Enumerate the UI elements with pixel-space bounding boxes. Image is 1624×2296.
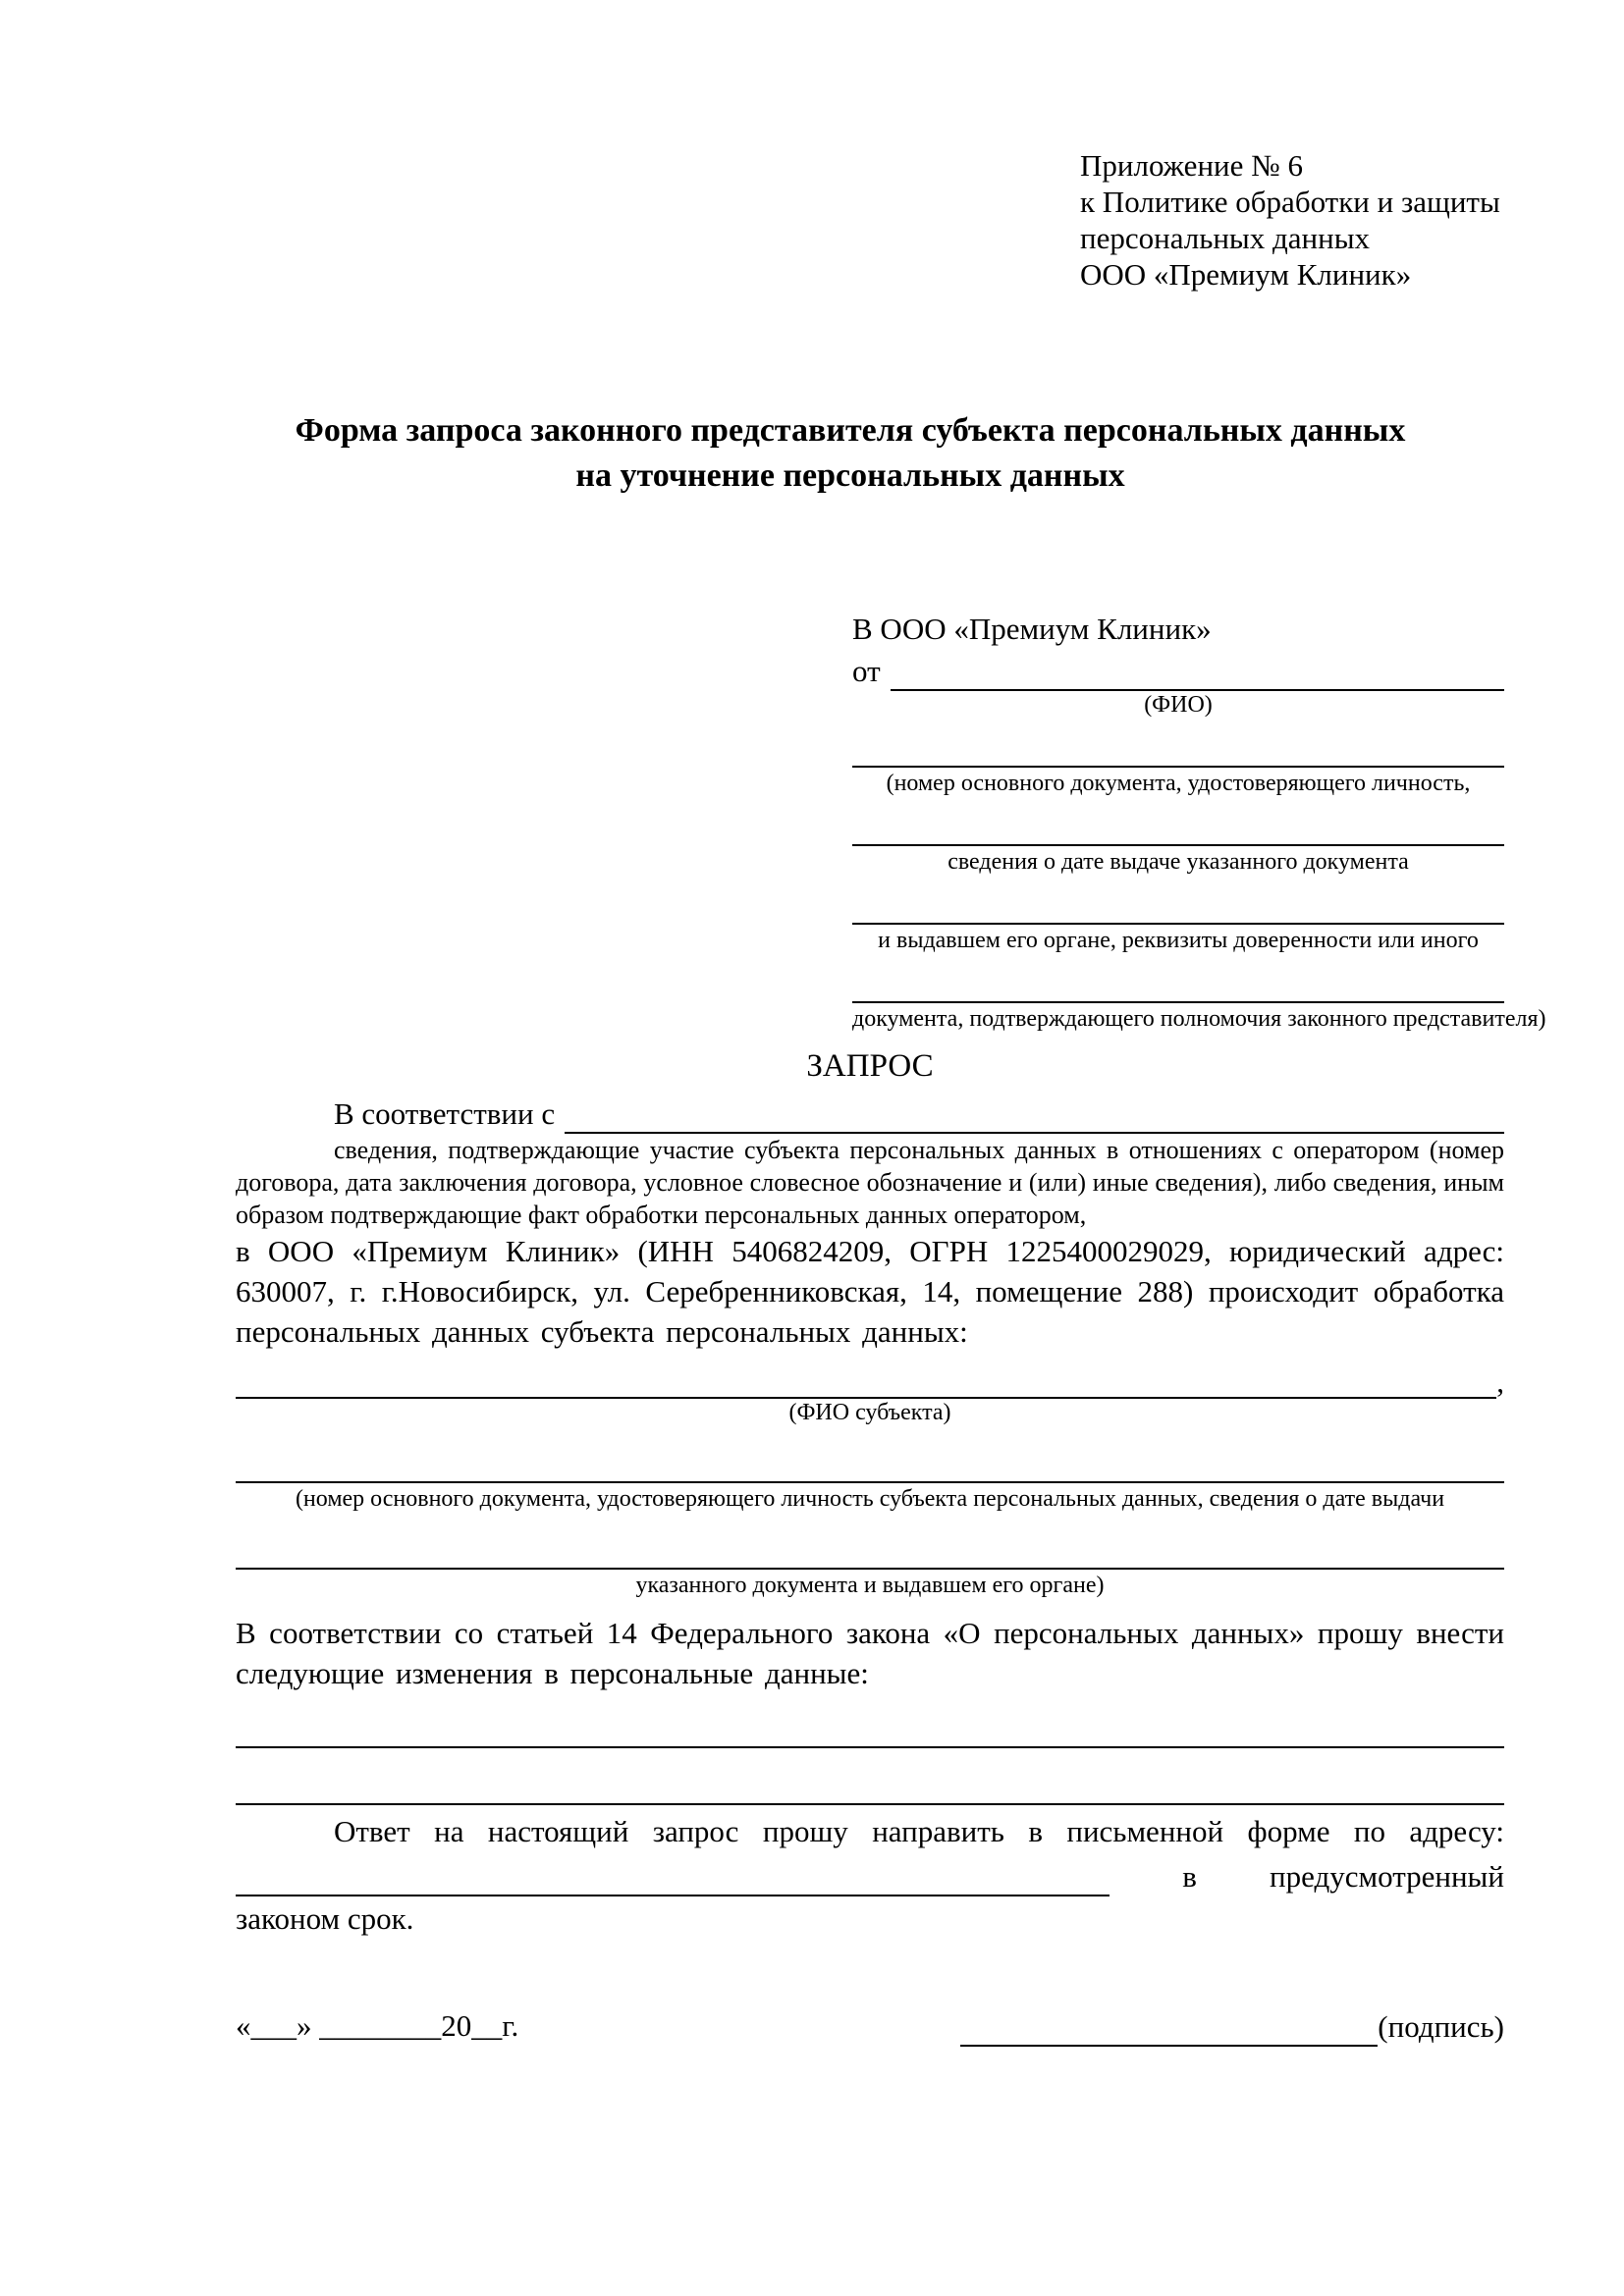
representative-authority-blank-line [852,970,1504,1003]
appendix-company-line: ООО «Премиум Клиник» [1080,257,1412,292]
subject-document-blank-line [236,1440,1504,1483]
document-number-blank-line [852,734,1504,768]
date-blank-line: «___» ________20__г. [236,2008,519,2043]
changes-blank-line-2 [236,1750,1504,1805]
request-heading: ЗАПРОС [806,1048,934,1084]
reply-address-line-3: законом срок. [236,1901,414,1936]
intro-prefix: В соответствии с [334,1096,556,1131]
addressee-to-text: В ООО «Премиум Клиник» [852,612,1212,646]
form-title [196,408,1504,499]
reply-address-line-2 [236,1851,1504,1896]
subject-document-caption-1: (номер основного документа, удостоверяющего личность субъекта персональных данных, сведения о дате выдачи [295,1486,1445,1512]
signature-blank-line [960,2007,1378,2047]
appendix-policy-line-2: персональных данных [1080,221,1371,255]
subject-document-blank-line-2 [236,1526,1504,1570]
fio-caption: (ФИО) [1144,692,1213,718]
relation-details-blank-line [565,1095,1504,1134]
signature-area [960,2007,1504,2047]
reply-word-1: в [1182,1859,1197,1894]
appendix-number-line: Приложение № 6 [1080,148,1303,183]
form-title-line-1: Форма запроса законного представителя субъекта персональных данных [295,412,1406,449]
document-number-caption: (номер основного документа, удостоверяющего личность, [886,771,1471,796]
form-title-line-2: на уточнение персональных данных [575,457,1125,494]
addressee-from-line [852,647,1504,691]
subject-fio-caption: (ФИО субъекта) [788,1400,951,1425]
from-label: от [852,654,881,688]
representative-authority-caption: документа, подтверждающего полномочия законного представителя) [852,1006,1546,1032]
addressee-block [852,603,1546,1033]
fio-blank-line [891,652,1504,691]
subject-fio-blank-line [236,1360,1496,1399]
reply-address-line-1: Ответ на настоящий запрос прошу направить в письменной форме по адресу: [334,1814,1504,1848]
subject-line-comma: , [1496,1364,1504,1399]
operator-paragraph: в ООО «Премиум Клиник» (ИНН 5406824209, ОГРН 1225400029029, юридический адрес: 630007, г. г.Новосибирск, ул. Серебренниковская, 14, помещение 288) происходит обработка персональных данных субъекта персональных данных: [236,1234,1504,1349]
subject-document-caption-2: указанного документа и выдавшем его органе) [635,1573,1105,1598]
appendix-policy-line-1: к Политике обработки и защиты [1080,185,1500,219]
date-signature-row [236,2005,1504,2047]
issue-date-caption: сведения о дате выдаче указанного документа [947,849,1409,875]
signature-caption: (подпись) [1378,2009,1504,2044]
relation-details-footnote: сведения, подтверждающие участие субъекта персональных данных в отношениях с оператором (номер договора, дата заключения договора, условное словесное обозначение и (или) иные сведения), либо сведения, иным образом подтверждающие факт обработки персональных данных оператором, [236,1136,1504,1229]
reply-word-2: предусмотренный [1270,1859,1504,1894]
issuing-authority-blank-line [852,891,1504,925]
issue-date-blank-line [852,813,1504,846]
reply-address-blank-line [236,1857,1110,1896]
addressee-to-line [852,603,1504,647]
subject-fio-line [236,1356,1504,1399]
issuing-authority-caption: и выдавшем его органе, реквизиты доверенности или иного [878,928,1479,953]
article-14-paragraph: В соответствии со статьей 14 Федерального закона «О персональных данных» прошу внести следующие изменения в персональные данные: [236,1616,1504,1690]
intro-line [236,1089,1504,1134]
appendix-block [1080,147,1565,293]
request-body [236,1044,1504,1941]
changes-blank-line-1 [236,1693,1504,1748]
